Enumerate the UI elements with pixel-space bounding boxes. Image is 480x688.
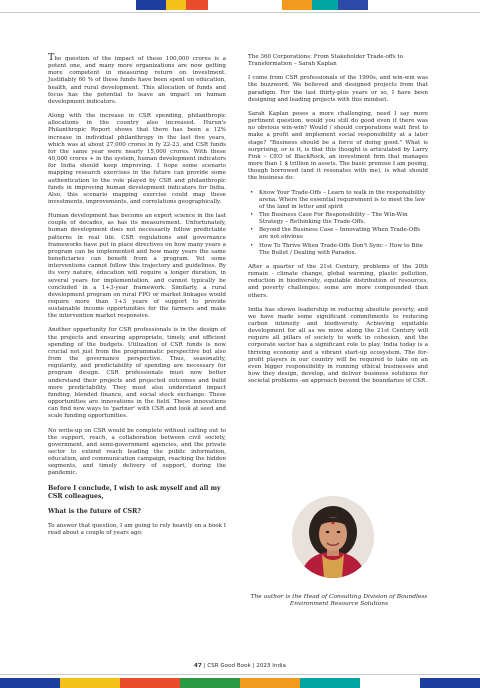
bullet-text: Know Your Trade-Offs – Learn to walk in the responsibility arena. Where the essential requirement is to meet the law of the land in letter and spirit — [259, 189, 426, 210]
bullet-item — [248, 212, 428, 226]
stripe-segment — [60, 678, 120, 688]
right-column — [248, 54, 428, 392]
bold-question-heading: Before I conclude, I wish to ask myself and all my CSR colleagues, — [48, 484, 221, 500]
bottom-color-stripe — [0, 678, 480, 688]
top-divider — [0, 12, 480, 13]
bullet-text: The Business Case For Responsibility – The Win-Win Strategy – Rethinking the Trade-Offs. — [259, 211, 408, 226]
left-column — [48, 54, 226, 544]
stripe-segment — [120, 678, 180, 688]
paragraph: Sarah Kaplan poses a more challenging, need I say more pertinent question, would you still do good even if there was no obvious win-win? Would / should corporations wait first to make a profit and implement social responsibility at a later stage? "Business should be a force of doing good." What is surprising, or is it, is that this thought is articulated by Larry Fink – CEO of BlackRock, an investment firm that manages more than 1 $ trillion in assets. The basic premise I am posing, though borrowed (and it resonates with me), is what should the business do: — [248, 110, 428, 182]
bullet-item — [248, 243, 428, 257]
bottom-divider — [0, 674, 480, 675]
future-of-csr-heading: What is the future of CSR? — [48, 507, 141, 515]
bullet-item — [248, 227, 428, 241]
paragraph: To answer that question, I am going to rely heavily on a book I read about a couple of years ago: — [48, 522, 226, 536]
paragraph: No write-up on CSR would be complete without calling out to the support, reach, a collaboration between civil society, government, and semi-government agencies, and the private sector to extend reach leading the public information, education, and communication campaign, reaching the hidden segments, and timely delivery of support, during the pandemic. — [48, 427, 226, 477]
author-portrait — [292, 496, 374, 578]
paragraph: Another opportunity for CSR professionals is in the design of the projects and ensuring appropriate, timely, and efficient spending of the budgets. Utilization of CSR funds is now crucial not just from the programmatic perspective but also from the governance perspective. Thus, seasonality, regularity, and predictability of spending are necessary for program design. CSR professionals must now better understand their projects and projected outcomes and build more predictability. They must also understand impact funding, blended finance, and social stock exchange. These opportunities are innovations in the field. These innovations can find new ways to 'partner' with CSR and look at seed and scale funding opportunities. — [48, 327, 226, 420]
paragraph: The question of the impact of these 100,000 crores is a potent one, and many more organizations are now getting more competent in measuring return on investment. Justifiably 60 % of these funds have been spent on education, health, and rural development. This allocation of funds and focus has the potential to leave an impact on human development indicators. — [48, 52, 226, 105]
stripe-segment — [360, 678, 420, 688]
author-photo-icon — [292, 496, 374, 578]
bullet-text: Beyond the Business Case – Innovating When Trade-Offs are not obvious — [259, 227, 421, 241]
top-color-stripe — [0, 0, 480, 10]
page-footer — [0, 663, 480, 669]
author-caption: The author is the Head of Consulting Division of Boundless Environment Resource Solutions — [250, 594, 428, 608]
stripe-segment — [208, 0, 282, 10]
stripe-segment — [312, 0, 338, 10]
stripe-segment — [420, 678, 480, 688]
stripe-segment — [180, 678, 240, 688]
bullet-icon: • — [250, 189, 254, 196]
paragraph: After a quarter of the 21st Century, problems of the 20th remain - climate change, global warming, plastic pollution, reduction in biodiversity, equitable distribution of resources, and poverty challenges; some are more compounded than others. — [248, 263, 428, 299]
paragraph: Along with the increase in CSR spending, philanthropic allocations in the country also increased. Hurun's Philanthropic Report shows that there has been a 12% increase in individual philanthropy in the last five years, which was at about 27,000 crores in fy 22-23, and CSR funds for the same year were nearly 15,000 crores. With these 40,000 crores + in the system, human development indicators for India should keep improving. I hope some scenario mapping research exercises in the future can provide some authentication to the role played by CSR and philanthropic funds in improving human development indicators for India. Also, this scenario mapping exercise could map these investments, improvements, and correlations geographically. — [48, 113, 226, 205]
stripe-segment — [300, 678, 360, 688]
book-reference: The 360 Corporations: From Stakeholder Trade-offs to Transformation – Sarah Kaplan — [248, 54, 404, 68]
bullet-icon: • — [250, 227, 254, 234]
bullet-text: How To Thrive When Trade-Offs Don't Sync – How to Bite The Bullet / Dealing with Paradox. — [259, 242, 423, 256]
stripe-segment — [0, 678, 60, 688]
bullet-icon: • — [250, 242, 254, 249]
bullet-item — [248, 190, 428, 211]
stripe-segment — [166, 0, 186, 10]
stripe-segment — [338, 0, 368, 10]
stripe-segment — [282, 0, 312, 10]
stripe-segment — [0, 0, 136, 10]
paragraph: I come from CSR professionals of the 1990s, and win-win was the buzzword. We believed and designed projects from that paradigm. For the last thirty-plus years or so, I have been designing and leading projects with this mindset. — [248, 75, 428, 103]
bullet-icon: • — [250, 211, 254, 218]
paragraph: Human development has become an expert science in the last couple of decades, as has its measurement. Unfortunately, human development does not necessarily follow predictable patterns in real life. CSR regulations and governance frameworks have put in place directives on how many years a program can be implemented and how many years the same beneficiaries can benefit from a program. Yet some interventions cannot follow this trajectory and guidelines. By its very nature, education will require a longer duration, in several years for implementation, and cannot typically be concluded in a 1+3-year framework. Similarly, a rural development program on rural FPO or market linkages would require more than 1+3 years of support to provide sustainable income opportunities for the farmers and make the intervention market responsive. — [48, 213, 226, 320]
footer-text: | CSR Good Book | 2023 India — [203, 663, 286, 669]
bullet-list — [248, 190, 428, 257]
stripe-segment — [368, 0, 480, 10]
stripe-segment — [136, 0, 166, 10]
stripe-segment — [186, 0, 208, 10]
page-number: 47 — [194, 663, 202, 669]
stripe-segment — [240, 678, 300, 688]
paragraph: India has shown leadership in reducing absolute poverty, and we have made some significant commitments to reducing carbon intensity and biodiversity. Achieving equitable development for all as we move along the 21st Century will require all pillars of society to work in cohesion, and the corporate sector has a significant role to play. India today is a thriving economy and a vibrant start-up ecosystem. The for-profit players in our country will be required to take on an even bigger responsibility in running ethical businesses and how they design, develop, and deliver business solutions for societal problems -an approach beyond the boundaries of CSR. — [248, 306, 428, 385]
